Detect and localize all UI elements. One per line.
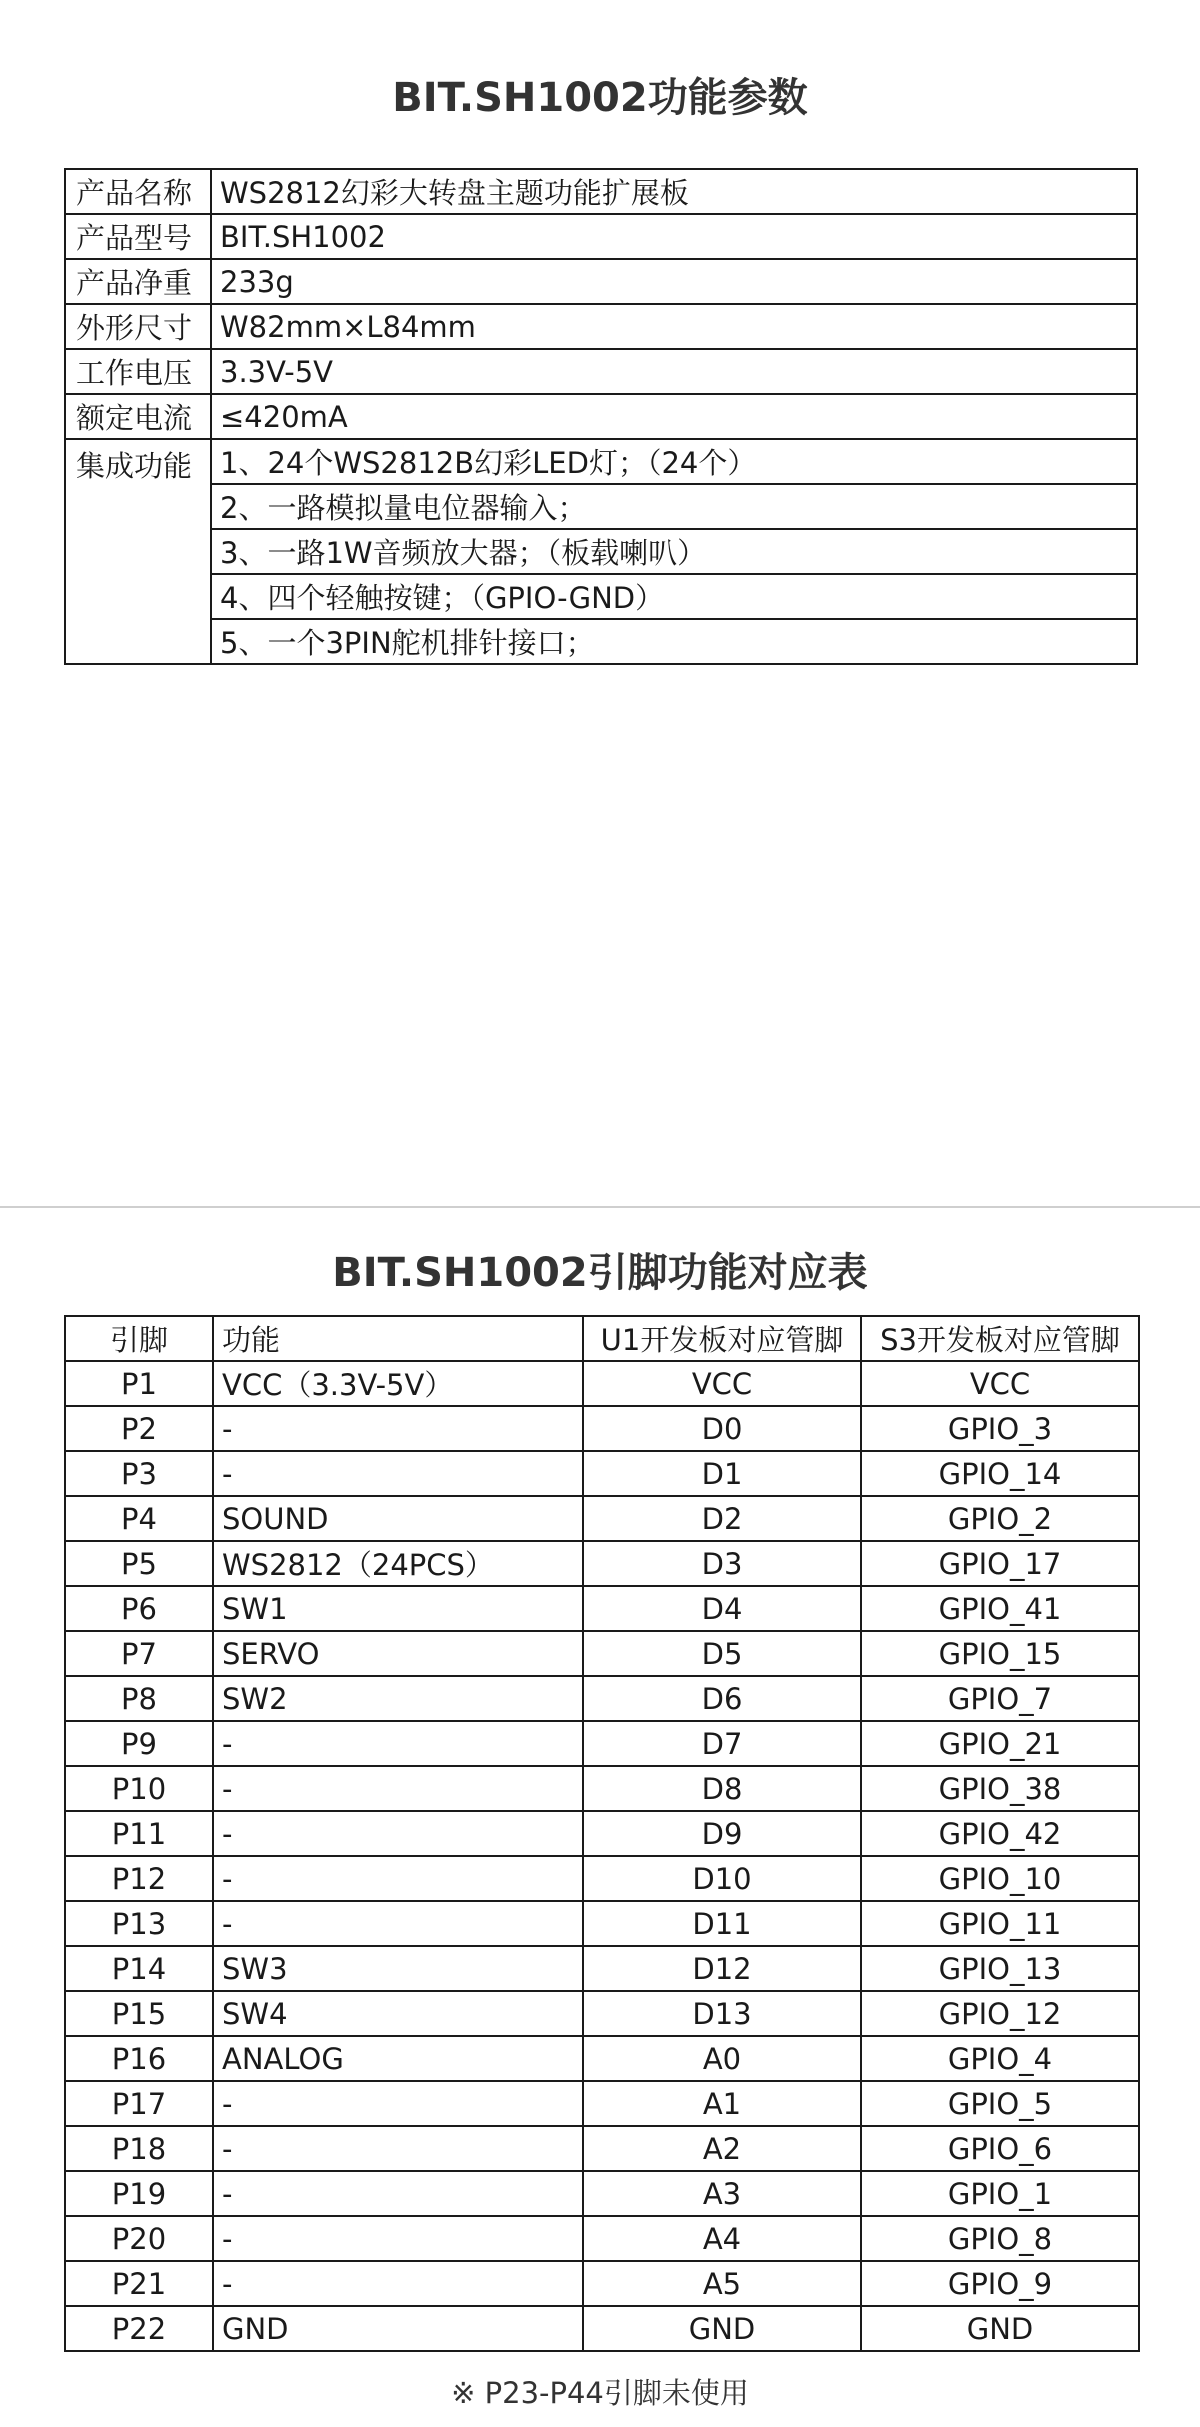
- u1-pin-cell: D4: [583, 1586, 861, 1631]
- s3-pin-cell: GPIO_12: [861, 1991, 1139, 2036]
- spec-value: 3.3V-5V: [211, 349, 1137, 394]
- u1-pin-cell: D2: [583, 1496, 861, 1541]
- table-row: [65, 1406, 1139, 1451]
- u1-pin-cell: D3: [583, 1541, 861, 1586]
- spec-feature-item: 4、四个轻触按键；（GPIO-GND）: [211, 574, 1137, 619]
- u1-pin-cell: D10: [583, 1856, 861, 1901]
- function-cell: ANALOG: [213, 2036, 583, 2081]
- table-row: [65, 1451, 1139, 1496]
- spec-features-key: 集成功能: [65, 439, 211, 664]
- u1-pin-cell: A2: [583, 2126, 861, 2171]
- pin-cell: P4: [65, 1496, 213, 1541]
- footnote: ※ P23-P44引脚未使用: [451, 2376, 749, 2410]
- spec-feature-item: 5、一个3PIN舵机排针接口；: [211, 619, 1137, 664]
- spec-value: WS2812幻彩大转盘主题功能扩展板: [211, 169, 1137, 214]
- function-cell: -: [213, 2171, 583, 2216]
- s3-pin-cell: GND: [861, 2306, 1139, 2351]
- u1-pin-cell: A0: [583, 2036, 861, 2081]
- u1-pin-cell: A1: [583, 2081, 861, 2126]
- header-s3-pin: S3开发板对应管脚: [861, 1316, 1139, 1361]
- pin-cell: P10: [65, 1766, 213, 1811]
- pin-cell: P2: [65, 1406, 213, 1451]
- function-cell: -: [213, 2261, 583, 2306]
- s3-pin-cell: GPIO_38: [861, 1766, 1139, 1811]
- spec-key: 产品型号: [65, 214, 211, 259]
- pin-cell: P12: [65, 1856, 213, 1901]
- pin-cell: P18: [65, 2126, 213, 2171]
- s3-pin-cell: GPIO_5: [861, 2081, 1139, 2126]
- table-row: [65, 2306, 1139, 2351]
- pin-header-row: [65, 1316, 1139, 1361]
- s3-pin-cell: GPIO_2: [861, 1496, 1139, 1541]
- s3-pin-cell: GPIO_8: [861, 2216, 1139, 2261]
- table-row: [65, 2081, 1139, 2126]
- function-cell: -: [213, 1406, 583, 1451]
- function-cell: SERVO: [213, 1631, 583, 1676]
- pin-table-header: [65, 1316, 1139, 1361]
- spec-value: W82mm×L84mm: [211, 304, 1137, 349]
- pin-cell: P7: [65, 1631, 213, 1676]
- table-row: [65, 1721, 1139, 1766]
- function-cell: -: [213, 1451, 583, 1496]
- s3-pin-cell: GPIO_10: [861, 1856, 1139, 1901]
- u1-pin-cell: A4: [583, 2216, 861, 2261]
- u1-pin-cell: D11: [583, 1901, 861, 1946]
- function-cell: -: [213, 2081, 583, 2126]
- spec-value: ≤420mA: [211, 394, 1137, 439]
- function-cell: -: [213, 1721, 583, 1766]
- spec-feature-row: [65, 529, 1137, 574]
- function-cell: SW3: [213, 1946, 583, 1991]
- pin-cell: P22: [65, 2306, 213, 2351]
- pin-cell: P15: [65, 1991, 213, 2036]
- spec-row: [65, 169, 1137, 214]
- table-row: [65, 2036, 1139, 2081]
- u1-pin-cell: D6: [583, 1676, 861, 1721]
- pin-cell: P20: [65, 2216, 213, 2261]
- s3-pin-cell: VCC: [861, 1361, 1139, 1406]
- table-row: [65, 1811, 1139, 1856]
- u1-pin-cell: D9: [583, 1811, 861, 1856]
- function-cell: SW2: [213, 1676, 583, 1721]
- pin-cell: P1: [65, 1361, 213, 1406]
- s3-pin-cell: GPIO_17: [861, 1541, 1139, 1586]
- s3-pin-cell: GPIO_21: [861, 1721, 1139, 1766]
- function-cell: -: [213, 1811, 583, 1856]
- u1-pin-cell: D8: [583, 1766, 861, 1811]
- u1-pin-cell: A5: [583, 2261, 861, 2306]
- pin-cell: P9: [65, 1721, 213, 1766]
- function-cell: WS2812（24PCS）: [213, 1541, 583, 1586]
- table-row: [65, 1856, 1139, 1901]
- pin-cell: P17: [65, 2081, 213, 2126]
- pin-cell: P11: [65, 1811, 213, 1856]
- spec-feature-item: 1、24个WS2812B幻彩LED灯；（24个）: [211, 439, 1137, 484]
- table-row: [65, 1946, 1139, 1991]
- u1-pin-cell: D13: [583, 1991, 861, 2036]
- table-row: [65, 2216, 1139, 2261]
- function-cell: -: [213, 2126, 583, 2171]
- spec-key: 额定电流: [65, 394, 211, 439]
- spec-key: 产品名称: [65, 169, 211, 214]
- spec-row: [65, 394, 1137, 439]
- s3-pin-cell: GPIO_6: [861, 2126, 1139, 2171]
- u1-pin-cell: D7: [583, 1721, 861, 1766]
- s3-pin-cell: GPIO_4: [861, 2036, 1139, 2081]
- pin-table-title: BIT.SH1002引脚功能对应表: [332, 1250, 868, 1296]
- pin-cell: P19: [65, 2171, 213, 2216]
- table-row: [65, 1361, 1139, 1406]
- function-cell: -: [213, 1901, 583, 1946]
- function-cell: -: [213, 1856, 583, 1901]
- section-divider: [0, 1206, 1200, 1208]
- spec-value: BIT.SH1002: [211, 214, 1137, 259]
- spec-value: 233g: [211, 259, 1137, 304]
- u1-pin-cell: A3: [583, 2171, 861, 2216]
- pin-cell: P6: [65, 1586, 213, 1631]
- spec-feature-row: [65, 574, 1137, 619]
- table-row: [65, 1991, 1139, 2036]
- header-function: 功能: [213, 1316, 583, 1361]
- spec-table-body: [65, 169, 1137, 664]
- spec-row: [65, 304, 1137, 349]
- s3-pin-cell: GPIO_1: [861, 2171, 1139, 2216]
- pin-cell: P3: [65, 1451, 213, 1496]
- pin-table-body: [65, 1361, 1139, 2351]
- table-row: [65, 2261, 1139, 2306]
- table-row: [65, 2126, 1139, 2171]
- table-row: [65, 1676, 1139, 1721]
- pin-cell: P16: [65, 2036, 213, 2081]
- u1-pin-cell: D0: [583, 1406, 861, 1451]
- pin-cell: P13: [65, 1901, 213, 1946]
- pin-cell: P8: [65, 1676, 213, 1721]
- spec-feature-row: [65, 484, 1137, 529]
- pin-table: [64, 1315, 1140, 2352]
- function-cell: SW4: [213, 1991, 583, 2036]
- table-row: [65, 1586, 1139, 1631]
- s3-pin-cell: GPIO_41: [861, 1586, 1139, 1631]
- spec-key: 产品净重: [65, 259, 211, 304]
- table-row: [65, 2171, 1139, 2216]
- spec-row: [65, 214, 1137, 259]
- function-cell: SW1: [213, 1586, 583, 1631]
- function-cell: SOUND: [213, 1496, 583, 1541]
- u1-pin-cell: D1: [583, 1451, 861, 1496]
- header-u1-pin: U1开发板对应管脚: [583, 1316, 861, 1361]
- s3-pin-cell: GPIO_15: [861, 1631, 1139, 1676]
- spec-feature-item: 2、一路模拟量电位器输入；: [211, 484, 1137, 529]
- s3-pin-cell: GPIO_3: [861, 1406, 1139, 1451]
- spec-key: 外形尺寸: [65, 304, 211, 349]
- u1-pin-cell: D5: [583, 1631, 861, 1676]
- s3-pin-cell: GPIO_42: [861, 1811, 1139, 1856]
- table-row: [65, 1631, 1139, 1676]
- pin-cell: P21: [65, 2261, 213, 2306]
- s3-pin-cell: GPIO_9: [861, 2261, 1139, 2306]
- u1-pin-cell: VCC: [583, 1361, 861, 1406]
- spec-feature-item: 3、一路1W音频放大器；（板载喇叭）: [211, 529, 1137, 574]
- table-row: [65, 1541, 1139, 1586]
- function-cell: GND: [213, 2306, 583, 2351]
- spec-row: [65, 259, 1137, 304]
- spec-key: 工作电压: [65, 349, 211, 394]
- spec-feature-row: [65, 439, 1137, 484]
- spec-title: BIT.SH1002功能参数: [392, 75, 808, 121]
- table-row: [65, 1901, 1139, 1946]
- spec-table: [64, 168, 1138, 665]
- header-pin: 引脚: [65, 1316, 213, 1361]
- pin-cell: P5: [65, 1541, 213, 1586]
- function-cell: VCC（3.3V-5V）: [213, 1361, 583, 1406]
- table-row: [65, 1496, 1139, 1541]
- s3-pin-cell: GPIO_11: [861, 1901, 1139, 1946]
- s3-pin-cell: GPIO_14: [861, 1451, 1139, 1496]
- u1-pin-cell: GND: [583, 2306, 861, 2351]
- u1-pin-cell: D12: [583, 1946, 861, 1991]
- spec-feature-row: [65, 619, 1137, 664]
- s3-pin-cell: GPIO_7: [861, 1676, 1139, 1721]
- pin-cell: P14: [65, 1946, 213, 1991]
- table-row: [65, 1766, 1139, 1811]
- spec-row: [65, 349, 1137, 394]
- function-cell: -: [213, 2216, 583, 2261]
- s3-pin-cell: GPIO_13: [861, 1946, 1139, 1991]
- function-cell: -: [213, 1766, 583, 1811]
